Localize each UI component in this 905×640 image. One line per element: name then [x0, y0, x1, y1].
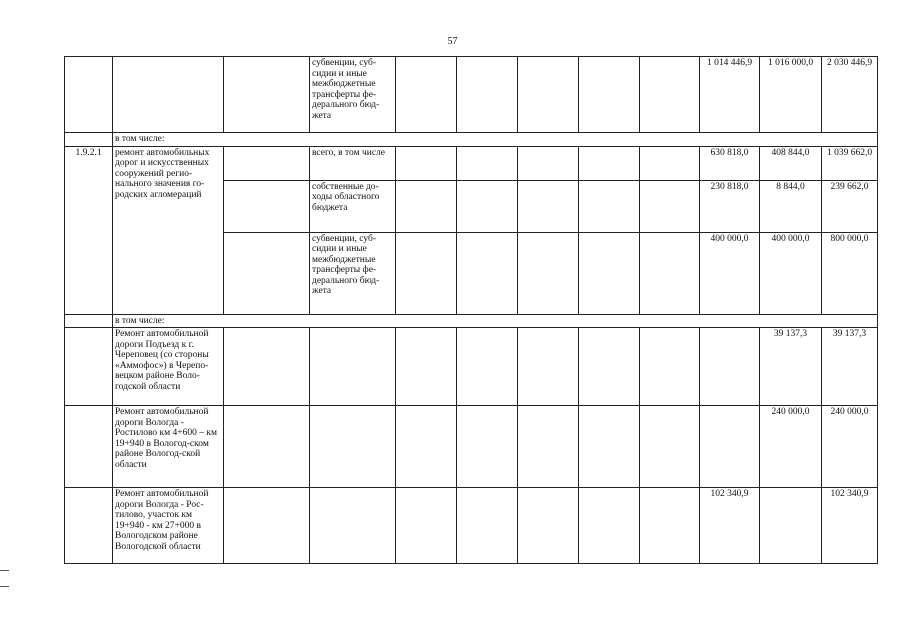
value-cell: 239 662,0 — [822, 180, 878, 232]
value-cell: 240 000,0 — [760, 406, 822, 488]
empty-cell — [518, 146, 579, 180]
value-cell: 400 000,0 — [700, 232, 760, 314]
name-cell: Ремонт автомобильной дороги Вологда - Ростилово км 4+600 – км 19+940 в Вологод-ском районе Вологод-ской области — [113, 406, 224, 488]
value-cell: 408 844,0 — [760, 146, 822, 180]
source-cell: субвенции, суб-сидии и иные межбюджетные трансферты фе-дерального бюд-жета — [310, 57, 396, 133]
empty-cell — [518, 406, 579, 488]
value-cell — [700, 406, 760, 488]
empty-cell — [579, 180, 640, 232]
empty-cell — [224, 406, 310, 488]
empty-cell — [224, 57, 310, 133]
value-cell — [760, 488, 822, 564]
empty-cell — [457, 180, 518, 232]
empty-cell — [579, 328, 640, 406]
margin-mark — [0, 570, 9, 571]
empty-cell — [224, 328, 310, 406]
empty-cell — [518, 328, 579, 406]
empty-cell — [640, 146, 700, 180]
empty-cell — [396, 146, 457, 180]
value-cell: 400 000,0 — [760, 232, 822, 314]
source-cell: собственные до-ходы областного бюджета — [310, 180, 396, 232]
table-row — [65, 57, 878, 133]
empty-cell — [224, 146, 310, 180]
empty-cell — [579, 146, 640, 180]
empty-cell — [579, 57, 640, 133]
empty-cell — [224, 232, 310, 314]
empty-cell — [457, 232, 518, 314]
empty-cell — [640, 406, 700, 488]
empty-cell — [579, 232, 640, 314]
code-cell — [65, 488, 113, 564]
value-cell: 102 340,9 — [700, 488, 760, 564]
source-cell: всего, в том числе — [310, 146, 396, 180]
empty-cell — [457, 406, 518, 488]
empty-cell — [579, 406, 640, 488]
value-cell: 8 844,0 — [760, 180, 822, 232]
value-cell: 1 016 000,0 — [760, 57, 822, 133]
value-cell: 1 014 446,9 — [700, 57, 760, 133]
empty-cell — [396, 57, 457, 133]
table-row — [65, 314, 878, 328]
empty-cell — [310, 488, 396, 564]
code-cell — [65, 406, 113, 488]
value-cell: 240 000,0 — [822, 406, 878, 488]
name-cell: ремонт автомобильных дорог и искусственных сооружений регио-нального значения го-родских агломераций — [113, 146, 224, 314]
code-cell — [65, 57, 113, 133]
empty-cell — [640, 328, 700, 406]
page-number: 57 — [447, 36, 458, 47]
empty-cell — [224, 488, 310, 564]
value-cell: 630 818,0 — [700, 146, 760, 180]
empty-cell — [396, 488, 457, 564]
code-cell — [65, 328, 113, 406]
code-cell — [65, 314, 113, 328]
value-cell: 1 039 662,0 — [822, 146, 878, 180]
code-cell: 1.9.2.1 — [65, 146, 113, 314]
subtotal-label: в том числе: — [113, 133, 878, 147]
value-cell — [700, 328, 760, 406]
empty-cell — [396, 328, 457, 406]
empty-cell — [518, 488, 579, 564]
empty-cell — [310, 406, 396, 488]
budget-table — [64, 56, 878, 564]
name-cell: Ремонт автомобильной дороги Вологда - Рос-тилово, участок км 19+940 - км 27+000 в Вологодском районе Вологодской области — [113, 488, 224, 564]
empty-cell — [396, 232, 457, 314]
source-cell: субвенции, суб-сидии и иные межбюджетные трансферты фе-дерального бюд-жета — [310, 232, 396, 314]
name-cell — [113, 57, 224, 133]
empty-cell — [518, 57, 579, 133]
value-cell: 39 137,3 — [822, 328, 878, 406]
table-row — [65, 146, 878, 180]
value-cell: 2 030 446,9 — [822, 57, 878, 133]
empty-cell — [310, 328, 396, 406]
empty-cell — [457, 57, 518, 133]
value-cell: 102 340,9 — [822, 488, 878, 564]
name-cell: Ремонт автомобильной дороги Подъезд к г. Череповец (со стороны «Аммофос») в Черепо-вецком районе Воло-годской области — [113, 328, 224, 406]
empty-cell — [396, 180, 457, 232]
empty-cell — [518, 180, 579, 232]
code-cell — [65, 133, 113, 147]
empty-cell — [640, 180, 700, 232]
value-cell: 39 137,3 — [760, 328, 822, 406]
empty-cell — [640, 57, 700, 133]
value-cell: 800 000,0 — [822, 232, 878, 314]
table-row — [65, 406, 878, 488]
subtotal-label: в том числе: — [113, 314, 878, 328]
margin-mark — [0, 586, 9, 587]
empty-cell — [457, 488, 518, 564]
empty-cell — [224, 180, 310, 232]
empty-cell — [396, 406, 457, 488]
value-cell: 230 818,0 — [700, 180, 760, 232]
empty-cell — [640, 488, 700, 564]
empty-cell — [579, 488, 640, 564]
empty-cell — [640, 232, 700, 314]
empty-cell — [518, 232, 579, 314]
table-row — [65, 133, 878, 147]
empty-cell — [457, 328, 518, 406]
empty-cell — [457, 146, 518, 180]
table-row — [65, 328, 878, 406]
table-row — [65, 488, 878, 564]
